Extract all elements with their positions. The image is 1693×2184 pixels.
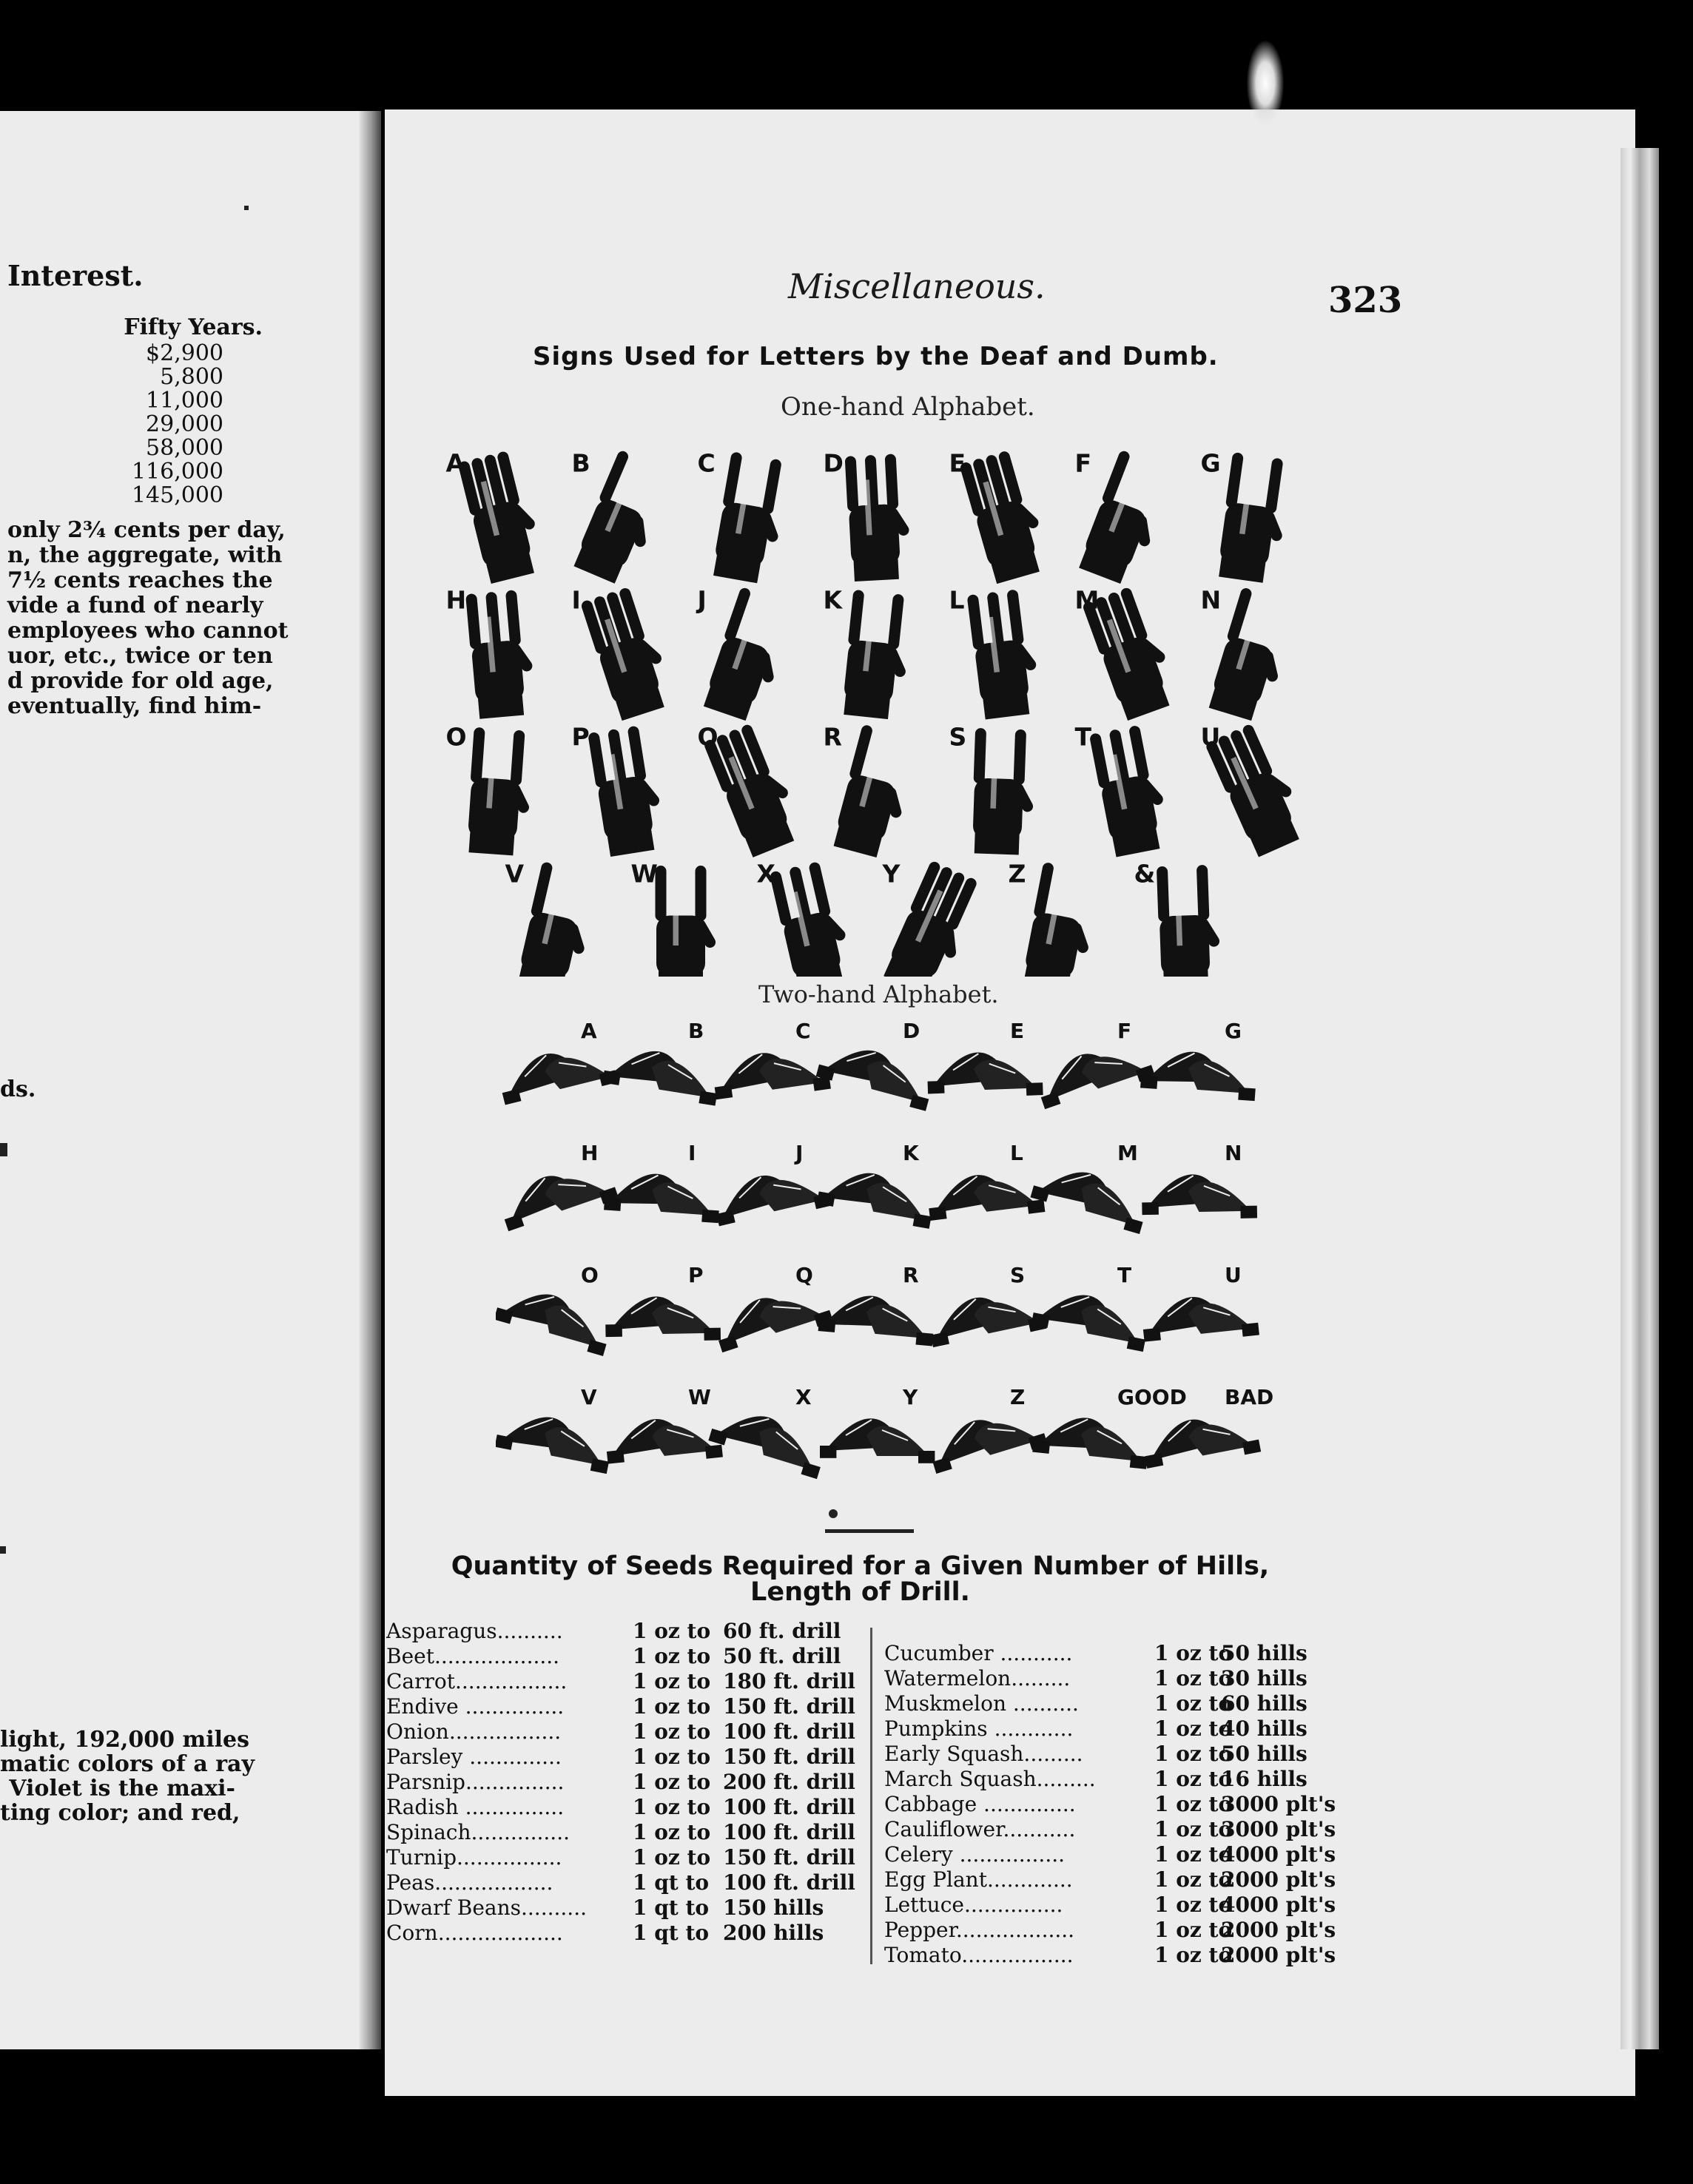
seed-qty: 4000 plt's [1221,1893,1336,1917]
seed-amount: 1 qt to [633,1895,710,1920]
two-hand-sign [1032,1019,1156,1114]
seed-name: Carrot................. [386,1669,568,1693]
hand-sign [949,447,1054,584]
left-value: 58,000 [146,435,223,461]
hand-sign [572,723,669,857]
sign-letter: W [630,859,658,889]
seed-qty: 60 ft. drill [723,1619,841,1643]
seed-amount: 1 oz to [633,1669,711,1693]
seed-qty: 50 ft. drill [723,1644,841,1668]
seed-qty: 2000 plt's [1221,1867,1336,1892]
two-hand-sign [707,1385,829,1479]
sign-letter: S [949,722,967,752]
left-line: employees who cannot [7,618,289,644]
seed-qty: 2000 plt's [1221,1943,1336,1967]
sign-letter: G [1200,448,1221,478]
sign-letter: F [1117,1019,1132,1043]
seed-name: Beet................... [386,1644,560,1668]
two-hand-sign [926,1019,1043,1099]
sign-letter: I [688,1141,696,1165]
seed-qty: 3000 plt's [1221,1792,1336,1816]
sign-letter: P [571,722,590,752]
two-hand-sign [818,1263,936,1346]
seed-amount: 1 oz to [633,1770,711,1794]
seed-qty: 200 hills [723,1921,824,1945]
seed-qty: 16 hills [1221,1767,1307,1791]
seed-name: Early Squash......... [884,1742,1083,1766]
left-value: 29,000 [146,411,223,437]
sign-letter: E [1010,1019,1025,1043]
seed-amount: 1 oz to [1154,1918,1233,1942]
two-hand-sign [1029,1141,1152,1234]
seed-amount: 1 qt to [633,1921,710,1945]
seed-name: Endive ............... [386,1694,565,1719]
sign-letter: Y [903,1385,918,1409]
sign-letter: L [949,585,965,615]
left-line: d provide for old age, [7,668,274,694]
seed-amount: 1 oz to [633,1694,711,1719]
seed-qty: 100 ft. drill [723,1870,855,1895]
hand-sign [824,723,923,862]
seed-name: Dwarf Beans.......... [386,1895,588,1920]
seed-amount: 1 oz to [633,1619,711,1643]
sign-letter: X [756,859,775,889]
seed-name: Spinach............... [386,1820,570,1844]
seed-name: Asparagus.......... [386,1619,563,1643]
sign-letter: W [688,1385,711,1409]
hand-sign [570,449,677,590]
section-divider [825,1529,914,1533]
two-hand-sign [496,1019,618,1110]
hand-sign [698,449,794,586]
sign-letter: L [1010,1141,1023,1165]
sign-letter: V [505,859,525,889]
two-hand-sign [710,1263,834,1358]
sign-letter: T [1074,722,1092,752]
sign-letter: C [697,448,716,478]
seed-amount: 1 oz to [1154,1817,1233,1841]
two-hand-sign [926,1141,1046,1226]
one-hand-alphabet-illustration [429,429,1376,977]
two-hand-sign [602,1019,722,1106]
seed-qty: 200 ft. drill [723,1770,855,1794]
ink-speck [244,206,249,210]
sign-letter: J [795,1141,804,1165]
sign-letter: R [823,722,842,752]
left-line: eventually, find him- [7,693,262,719]
left-fragment: ds. [0,1076,36,1102]
sign-letter: Z [1010,1385,1026,1409]
seed-name: Cucumber ........... [884,1641,1073,1665]
two-hand-sign [1140,1019,1258,1101]
sign-letter: & [1134,859,1156,889]
seed-name: Parsley .............. [386,1745,562,1769]
seed-name: Parsnip............... [386,1770,565,1794]
seed-qty: 180 ft. drill [723,1669,855,1693]
two-hand-sign [816,1141,938,1229]
seed-qty: 100 ft. drill [723,1719,855,1744]
seed-amount: 1 oz to [1154,1742,1233,1766]
hand-sign [1201,449,1295,585]
two-hand-sign [496,1141,619,1236]
seed-qty: 150 ft. drill [723,1694,855,1719]
two-hand-sign [711,1019,831,1105]
running-head: Miscellaneous. [788,266,1046,306]
scan-glare [1247,41,1284,126]
left-paragraph [7,517,289,719]
hand-sign [572,583,679,721]
two-hand-sign [710,1141,832,1231]
hand-sign [1075,723,1174,858]
seed-qty: 150 ft. drill [723,1845,855,1870]
seed-name: Celery ................ [884,1842,1066,1867]
seed-qty: 150 ft. drill [723,1745,855,1769]
seed-name: Watermelon......... [884,1666,1071,1691]
hand-sign [1134,860,1224,977]
sign-letter: B [688,1019,704,1043]
sign-letter: BAD [1225,1385,1274,1409]
sign-letter: A [445,448,465,478]
seed-qty: 40 hills [1221,1716,1307,1741]
hand-sign [949,723,1038,856]
sign-letter: D [823,448,844,478]
seed-amount: 1 oz to [633,1795,711,1819]
seed-name: Peas.................. [386,1870,553,1895]
hand-sign [881,860,989,977]
sign-letter: K [823,585,843,615]
seed-amount: 1 oz to [1154,1867,1233,1892]
hand-sign [1009,860,1105,977]
left-value: 5,800 [160,364,223,390]
section-title: Signs Used for Letters by the Deaf and Dumb. [533,342,1219,371]
seed-amount: 1 qt to [633,1870,710,1895]
seed-amount: 1 oz to [633,1745,711,1769]
hand-sign [631,860,718,977]
left-column-heading: Fifty Years. [124,314,263,340]
two-hand-sign [604,1141,721,1223]
left-line: 7½ cents reaches the [7,567,273,593]
two-hand-sign [925,1263,1047,1352]
left-line: matic colors of a ray [0,1751,255,1777]
sign-letter: H [445,585,467,615]
left-line: only 2¾ cents per day, [7,517,286,543]
hand-sign [696,586,801,726]
seed-name: Cauliflower........... [884,1817,1076,1841]
sign-letter: Q [795,1263,813,1287]
two-hand-alphabet-illustration [496,1010,1280,1506]
sign-letter: O [581,1263,599,1287]
sign-letter: Y [882,859,901,889]
sign-letter: Q [697,722,718,752]
left-line: vide a fund of nearly [7,593,263,619]
hand-sign [1075,582,1184,721]
seed-name: Corn................... [386,1921,563,1945]
two-hand-sign [1140,1263,1259,1347]
left-paragraph-2 [0,1727,255,1826]
two-hand-sign [815,1019,938,1111]
hand-sign [446,448,549,584]
seed-amount: 1 oz to [1154,1943,1233,1967]
sign-letter: F [1074,448,1092,478]
sign-letter: D [903,1019,920,1043]
sign-letter: H [581,1141,599,1165]
sign-letter: P [688,1263,704,1287]
seed-qty: 100 ft. drill [723,1795,855,1819]
sign-letter: N [1225,1141,1242,1165]
page-number: 323 [1328,280,1403,321]
seed-amount: 1 oz to [633,1719,711,1744]
seed-amount: 1 oz to [633,1644,711,1668]
left-value: 116,000 [131,459,223,485]
seed-amount: 1 oz to [633,1820,711,1844]
sign-letter: R [903,1263,919,1287]
sign-letter: T [1117,1263,1132,1287]
ink-speck [0,1546,6,1554]
hand-sign [446,723,536,857]
seed-name: Pumpkins ............ [884,1716,1074,1741]
sign-letter: J [697,585,707,615]
left-value: 145,000 [131,482,223,508]
two-hand-sign [604,1385,723,1469]
seed-qty: 50 hills [1221,1641,1307,1665]
seed-qty: 60 hills [1221,1691,1307,1716]
sign-letter: U [1200,722,1221,752]
hand-sign [505,860,604,977]
sign-letter: X [795,1385,812,1409]
hand-sign [1201,718,1313,858]
two-hand-sign [496,1385,615,1474]
seed-name: Turnip................ [386,1845,562,1870]
sign-letter: O [445,722,467,752]
hand-sign [698,719,808,859]
hand-sign [824,449,914,582]
sign-letter: N [1200,585,1222,615]
seed-amount: 1 oz to [1154,1691,1233,1716]
table-column-divider [870,1628,872,1964]
left-line: light, 192,000 miles [0,1727,249,1753]
seed-name: Radish ............... [386,1795,565,1819]
page-edge-stack [1620,148,1659,2049]
seed-amount: 1 oz to [1154,1666,1233,1691]
sign-letter: Z [1008,859,1026,889]
ink-speck [0,1143,7,1156]
seed-name: Lettuce............... [884,1893,1063,1917]
hand-sign [757,859,858,977]
one-hand-label: One-hand Alphabet. [781,392,1035,422]
two-hand-sign [1142,1141,1257,1220]
seed-name: Onion................. [386,1719,562,1744]
two-hand-sign [925,1385,1048,1479]
sign-letter: M [1074,585,1100,615]
left-line: ting color; and red, [0,1800,240,1826]
seed-name: Pepper.................. [884,1918,1075,1942]
seed-amount: 1 oz to [1154,1842,1233,1867]
seed-amount: 1 oz to [1154,1716,1233,1741]
divider-dot [829,1509,838,1518]
seed-amount: 1 oz to [1154,1893,1233,1917]
left-line: uor, etc., twice or ten [7,643,273,669]
two-hand-label: Two-hand Alphabet. [758,980,999,1008]
book-gutter [359,111,381,2049]
sign-letter: U [1225,1263,1242,1287]
seed-amount: 1 oz to [1154,1767,1233,1791]
left-line: n, the aggregate, with [7,542,283,568]
seed-qty: 100 ft. drill [723,1820,855,1844]
two-hand-sign [820,1385,935,1463]
sign-letter: S [1010,1263,1026,1287]
two-hand-sign [605,1263,721,1342]
seed-name: Muskmelon .......... [884,1691,1079,1716]
sign-letter: B [571,448,590,478]
left-line: Violet is the maxi- [9,1776,235,1802]
hand-sign [949,586,1044,721]
seed-amount: 1 oz to [633,1845,711,1870]
seed-name: Tomato................. [884,1943,1074,1967]
sign-letter: V [581,1385,597,1409]
sign-letter: G [1225,1019,1242,1043]
seed-amount: 1 oz to [1154,1641,1233,1665]
hand-sign [824,586,916,721]
two-hand-sign [1030,1263,1151,1352]
hand-sign [1075,449,1179,590]
seed-qty: 150 hills [723,1895,824,1920]
left-values-column [118,342,223,508]
two-hand-sign [496,1263,616,1356]
sign-letter: C [795,1019,811,1043]
hand-sign [446,586,539,720]
sign-letter: E [949,448,966,478]
sign-letter: A [581,1019,597,1043]
seed-amount: 1 oz to [1154,1792,1233,1816]
sign-letter: K [903,1141,919,1165]
left-page-heading: Interest. [7,259,144,292]
left-value: $2,900 [146,340,223,366]
sign-letter: I [571,585,581,615]
seed-name: March Squash......... [884,1767,1096,1791]
sign-letter: GOOD [1117,1385,1187,1409]
seed-name: Cabbage .............. [884,1792,1076,1816]
seed-qty: 4000 plt's [1221,1842,1336,1867]
seed-qty: 30 hills [1221,1666,1307,1691]
seed-qty: 50 hills [1221,1742,1307,1766]
seed-table-title: Quantity of Seeds Required for a Given Number of Hills, Length of Drill. [451,1551,1270,1607]
sign-letter: M [1117,1141,1138,1165]
seed-qty: 2000 plt's [1221,1918,1336,1942]
seed-name: Egg Plant............. [884,1867,1073,1892]
seed-qty: 3000 plt's [1221,1817,1336,1841]
left-value: 11,000 [146,388,223,414]
hand-sign [1201,586,1302,725]
